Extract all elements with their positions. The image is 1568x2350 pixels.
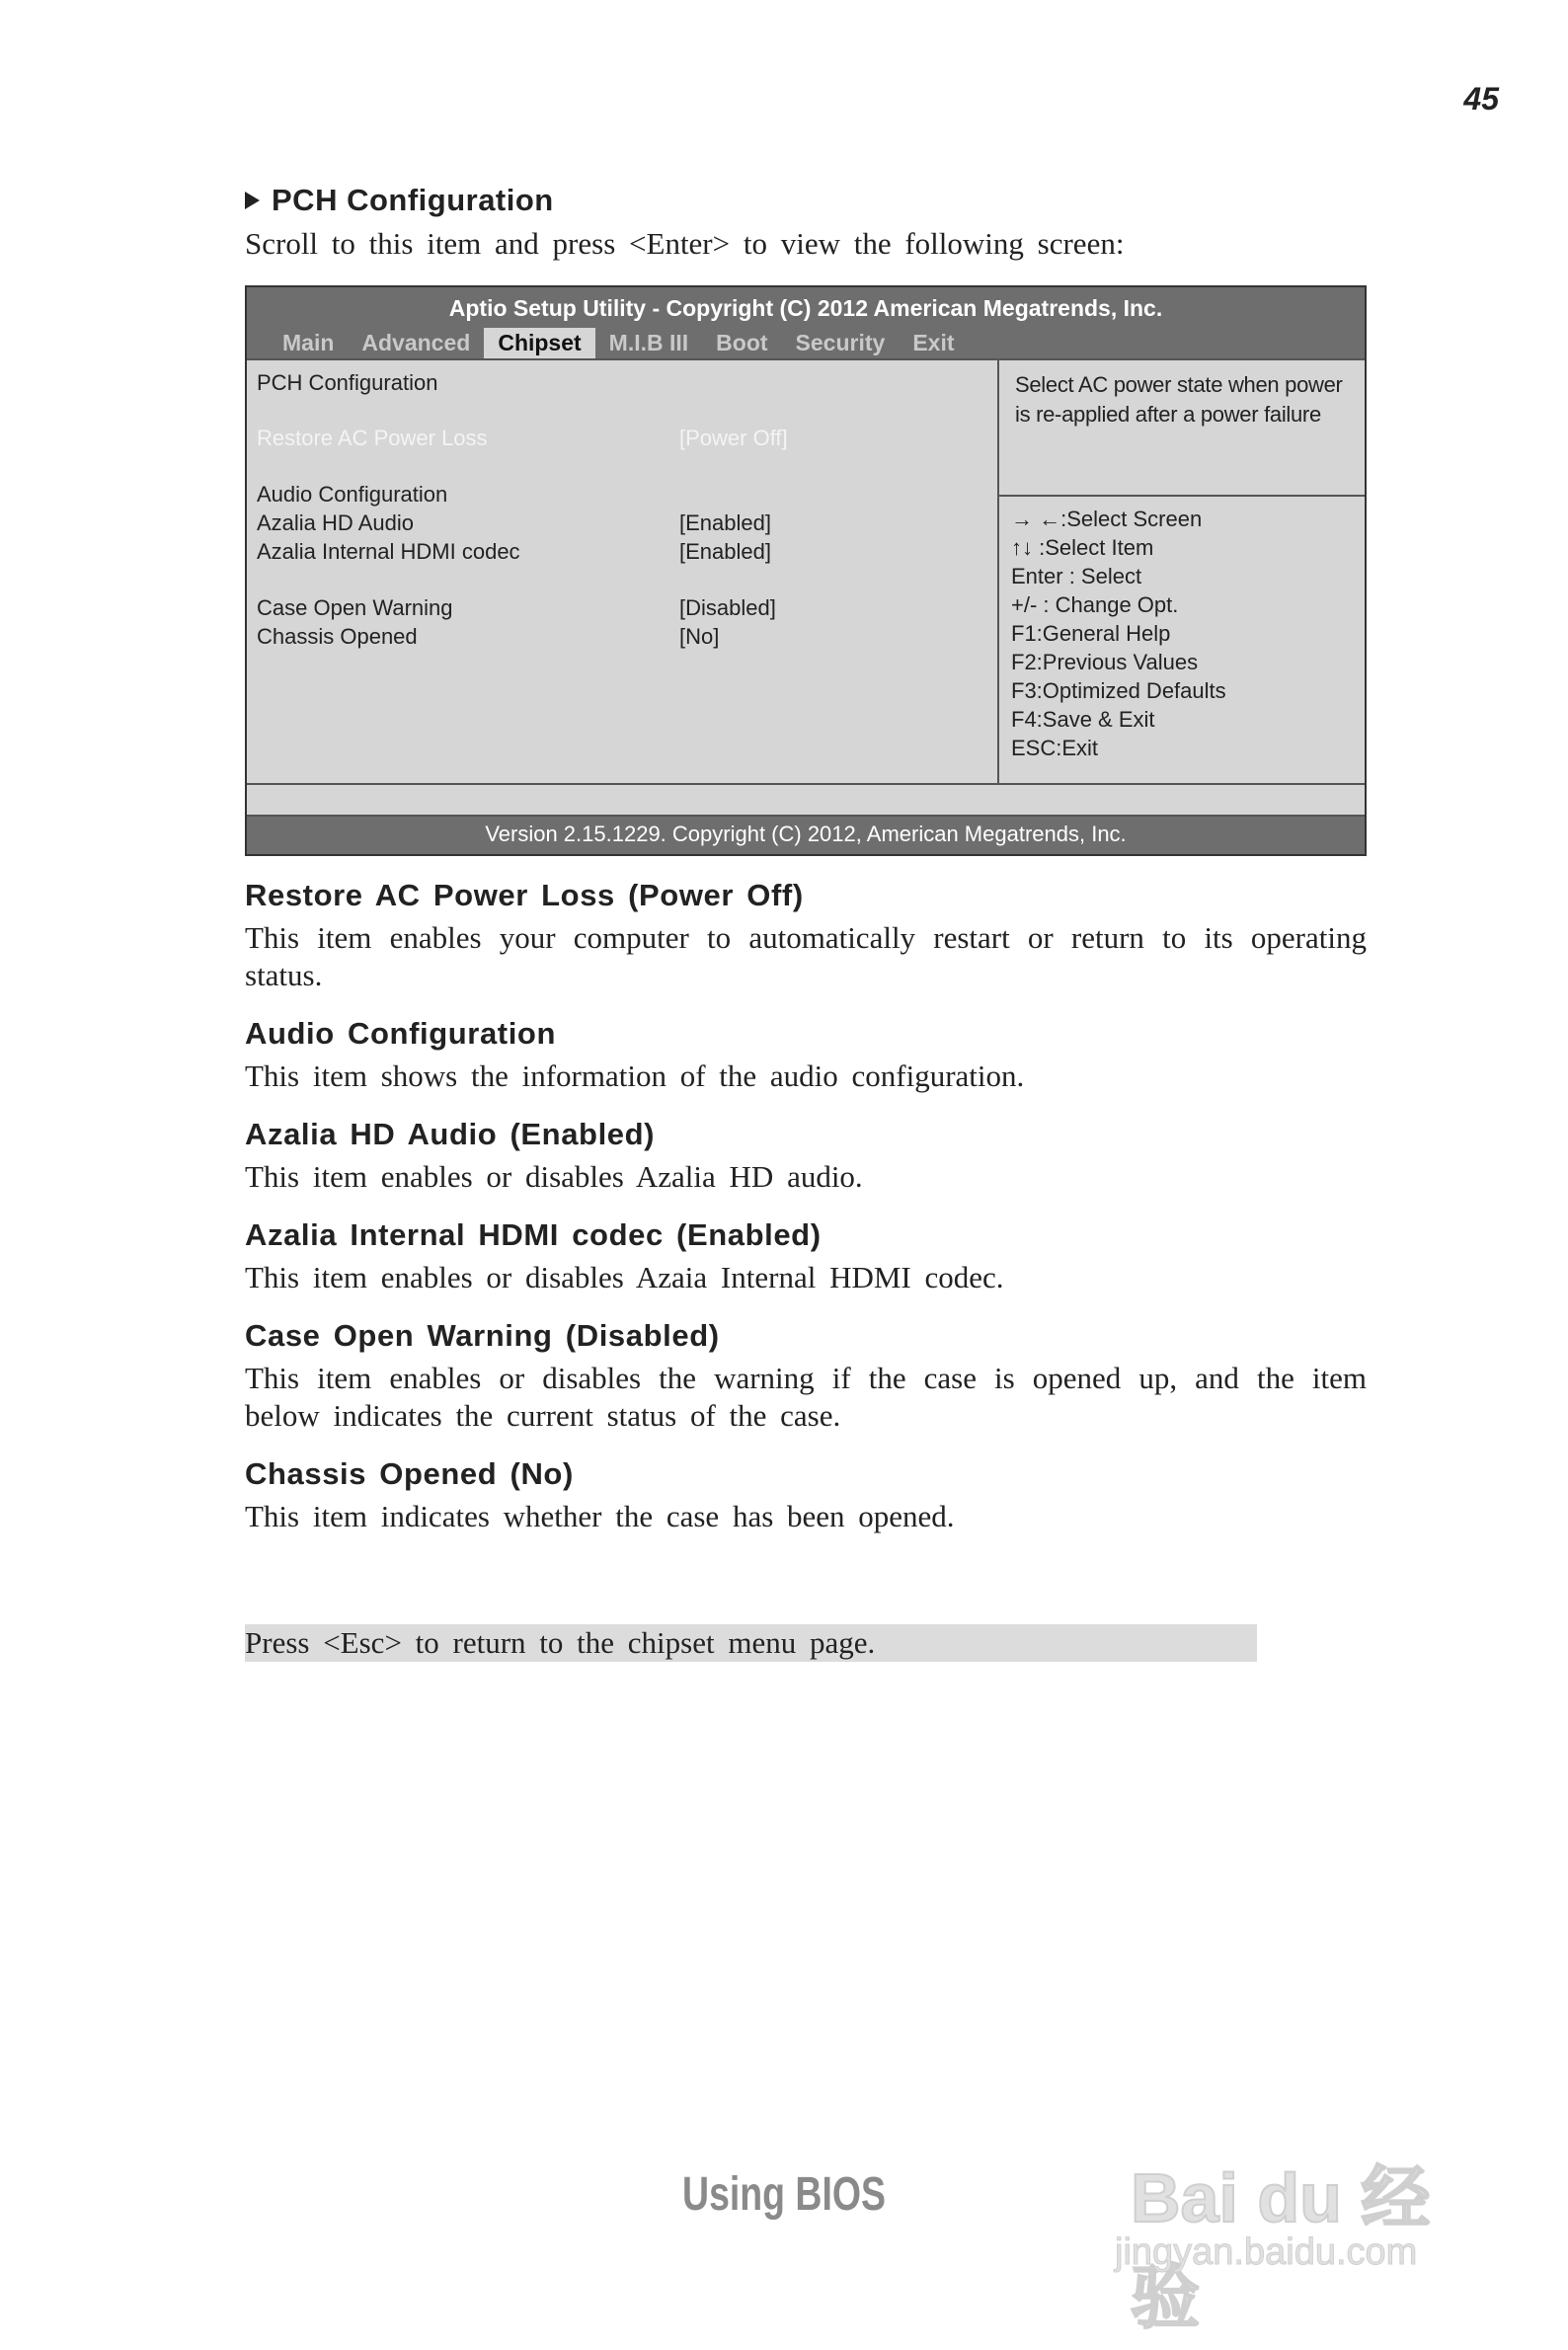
watermark-url: jingyan.baidu.com <box>1115 2232 1418 2273</box>
section-title: Azalia HD Audio (Enabled) <box>245 1117 656 1151</box>
baidu-watermark <box>1111 2113 1486 2336</box>
help-line-2: is re-applied after a power failure <box>1015 402 1321 427</box>
section-audio-configuration <box>245 1016 1367 1095</box>
section-chassis-opened <box>245 1456 1367 1535</box>
section-text: This item enables or disables the warning if the case is opened up, and the item below indicates the current status of the case. <box>245 1361 1367 1433</box>
section-text: This item indicates whether the case has been opened. <box>245 1499 955 1533</box>
press-esc-note: Press <Esc> to return to the chipset menu page. <box>245 1624 1257 1662</box>
key-save-exit: F4:Save & Exit <box>1011 707 1155 732</box>
section-title: Audio Configuration <box>245 1016 557 1051</box>
case-open-warning-value[interactable]: [Disabled] <box>679 595 776 620</box>
key-enter-select: Enter : Select <box>1011 564 1142 588</box>
bios-header <box>247 287 1365 360</box>
footer-title: Using BIOS <box>682 2168 886 2221</box>
section-heading-text: PCH Configuration <box>272 183 554 217</box>
bios-divider <box>247 783 1365 807</box>
section-azalia-hd-audio <box>245 1117 1367 1196</box>
section-title: Case Open Warning (Disabled) <box>245 1318 720 1353</box>
chassis-opened-value: [No] <box>679 624 720 649</box>
audio-configuration-item[interactable]: Audio Configuration <box>257 482 448 507</box>
tab-mib-iii[interactable]: M.I.B III <box>608 330 689 355</box>
section-heading <box>245 183 1367 218</box>
tab-security[interactable]: Security <box>795 330 886 355</box>
chassis-opened-label: Chassis Opened <box>257 624 418 649</box>
restore-ac-power-loss-label[interactable]: Restore AC Power Loss <box>257 426 488 450</box>
section-text: This item enables your computer to automatically restart or return to its operating status. <box>245 920 1367 992</box>
tab-boot[interactable]: Boot <box>716 330 768 355</box>
section-text: This item enables or disables Azaia Internal HDMI codec. <box>245 1260 1004 1294</box>
section-azalia-hdmi-codec <box>245 1217 1367 1296</box>
azalia-hd-audio-label[interactable]: Azalia HD Audio <box>257 510 414 535</box>
key-previous-values: F2:Previous Values <box>1011 650 1199 674</box>
section-title: Azalia Internal HDMI codec (Enabled) <box>245 1217 822 1252</box>
bios-tab-bar <box>269 328 969 358</box>
page-number: 45 <box>1463 81 1499 117</box>
restore-ac-power-loss-value[interactable]: [Power Off] <box>679 426 788 450</box>
section-text: This item shows the information of the audio configuration. <box>245 1058 1025 1093</box>
key-general-help: F1:General Help <box>1011 621 1171 646</box>
bios-settings-panel <box>247 360 999 783</box>
section-case-open-warning <box>245 1318 1367 1435</box>
section-title: Restore AC Power Loss (Power Off) <box>245 878 804 912</box>
section-text: This item enables or disables Azalia HD audio. <box>245 1159 863 1194</box>
play-arrow-icon <box>245 192 260 209</box>
bios-screen-title: PCH Configuration <box>257 370 438 395</box>
help-line-1: Select AC power state when power <box>1015 372 1343 397</box>
azalia-hdmi-codec-value[interactable]: [Enabled] <box>679 539 771 564</box>
bios-screenshot <box>245 285 1367 856</box>
bios-help-panel <box>999 360 1365 783</box>
key-esc-exit: ESC:Exit <box>1011 736 1099 760</box>
bios-title: Aptio Setup Utility - Copyright (C) 2012 American Megatrends, Inc. <box>448 295 1163 321</box>
key-select-screen: → ←:Select Screen <box>1011 507 1203 531</box>
tab-chipset[interactable]: Chipset <box>484 328 594 358</box>
watermark-logo-text: Bai du 经验 <box>1131 2159 1431 2336</box>
azalia-hd-audio-value[interactable]: [Enabled] <box>679 510 771 535</box>
key-legend <box>999 497 1365 770</box>
azalia-hdmi-codec-label[interactable]: Azalia Internal HDMI codec <box>257 539 520 564</box>
case-open-warning-label[interactable]: Case Open Warning <box>257 595 453 620</box>
tab-exit[interactable]: Exit <box>912 330 955 355</box>
section-title: Chassis Opened (No) <box>245 1456 574 1491</box>
section-restore-ac <box>245 878 1367 994</box>
key-select-item: ↑↓ :Select Item <box>1011 535 1154 560</box>
bios-footer: Version 2.15.1229. Copyright (C) 2012, American Megatrends, Inc. <box>247 815 1365 854</box>
tab-main[interactable]: Main <box>282 330 335 355</box>
key-change-opt: +/- : Change Opt. <box>1011 592 1179 617</box>
tab-advanced[interactable]: Advanced <box>361 330 471 355</box>
intro-text: Scroll to this item and press <Enter> to view the following screen: <box>245 226 1125 261</box>
page-content <box>245 183 1367 1662</box>
key-optimized-defaults: F3:Optimized Defaults <box>1011 678 1226 703</box>
item-help-text <box>999 360 1365 497</box>
